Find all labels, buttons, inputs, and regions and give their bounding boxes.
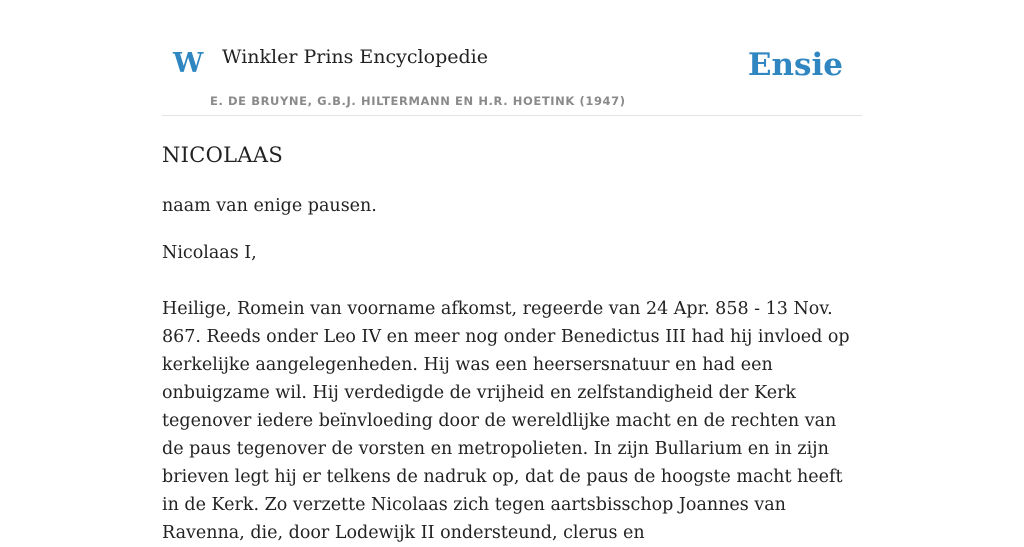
article-subhead: Nicolaas I, [162,243,257,263]
article-body: Heilige, Romein van voorname afkomst, regeerde van 24 Apr. 858 - 13 Nov. 867. Reeds onder Leo IV en meer nog onder Benedictus III had hij invloed op kerkelijke aangelegenheden. Hij was een heersersnatuur en had een onbuigzame wil. Hij verdedigde de vrijheid en zelfstandigheid der Kerk tegenover iedere beïnvloeding door de wereldlijke macht en de rechten van de paus tegenover de vorsten en metropolieten. In zijn Bullarium en in zijn brieven legt hij er telkens de nadruk op, dat de paus de hoogste macht heeft in de Kerk. Zo verzette Nicolaas zich tegen aartsbisschop Joannes van Ravenna, die, door Lodewijk II ondersteund, clerus en [162,299,850,543]
source-logo[interactable]: W [173,48,204,79]
article-lead: naam van enige pausen. [162,196,377,216]
source-title-link[interactable]: Winkler Prins Encyclopedie [222,46,488,68]
article [162,140,862,547]
source-header [162,0,862,116]
article-title: NICOLAAS [162,143,284,167]
ensie-brand-link[interactable]: Ensie [747,47,843,83]
source-authors: E. DE BRUYNE, G.B.J. HILTERMANN EN H.R. HOETINK (1947) [210,94,626,108]
